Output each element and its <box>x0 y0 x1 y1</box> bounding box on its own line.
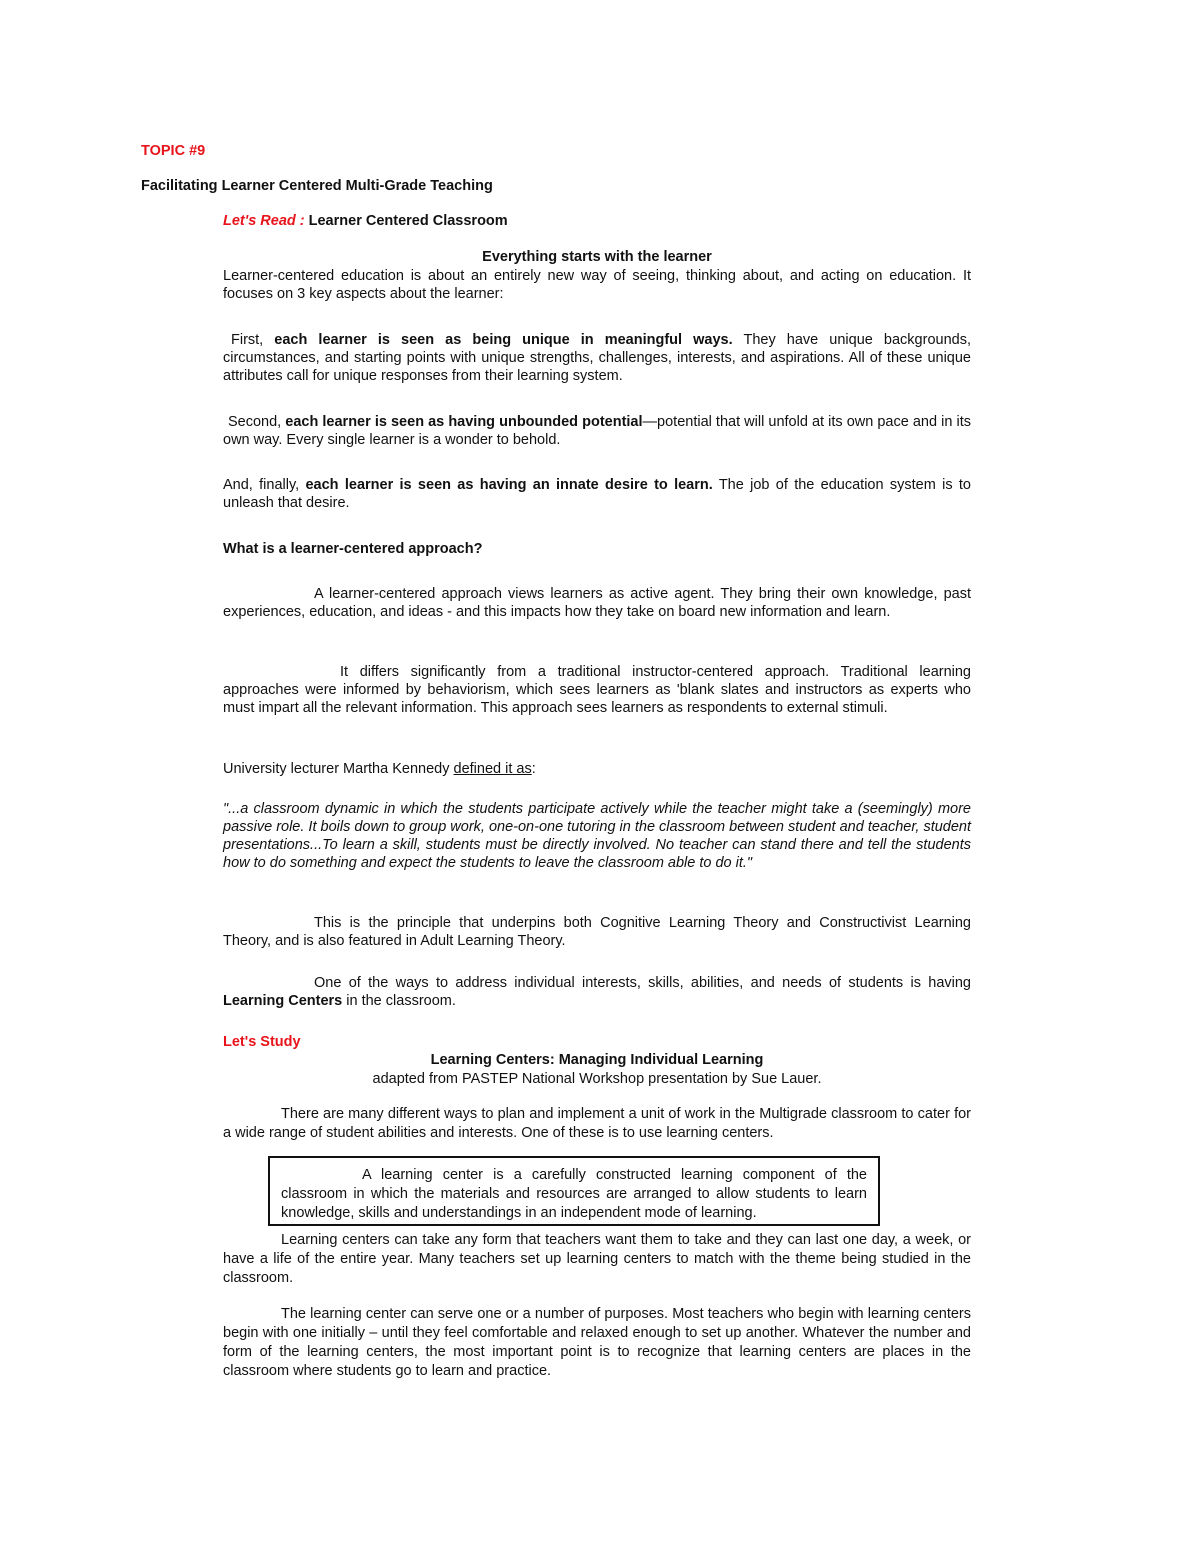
first-aspect-paragraph <box>223 331 971 385</box>
intro-paragraph: Learner-centered education is about an entirely new way of seeing, thinking about, and acting on education. It focuses on 3 key aspects about the learner: <box>223 268 971 302</box>
topic-label: TOPIC #9 <box>141 143 206 159</box>
first-rest: They have unique backgrounds, circumstances, and starting points with unique strengths, challenges, interests, and aspirations. All of these unique attributes call for unique responses from their learning system. <box>223 332 971 384</box>
third-aspect-paragraph <box>223 476 971 512</box>
learning-centers-lead: One of the ways to address individual interests, skills, abilities, and needs of students is having <box>314 975 971 991</box>
document-title: Facilitating Learner Centered Multi-Grade Teaching <box>141 178 493 194</box>
learning-centers-purpose-paragraph: The learning center can serve one or a number of purposes. Most teachers who begin with learning centers begin with one initially – until they feel comfortable and relaxed enough to set up another. Whatever the number and form of the learning centers, the most important point is to recognize that learning centers are places in the classroom where students go to learn and practice. <box>223 1306 971 1379</box>
definition-box-text: A learning center is a carefully constructed learning component of the classroom in which the materials and resources are arranged to allow students to learn knowledge, skills and understandings in an independent mode of learning. <box>281 1167 867 1221</box>
third-rest: The job of the education system is to unleash that desire. <box>223 477 971 511</box>
approach-paragraph-1: A learner-centered approach views learners as active agent. They bring their own knowledge, past experiences, education, and ideas - and this impacts how they take on board new information and learn. <box>223 586 971 620</box>
kennedy-line <box>223 760 971 778</box>
kennedy-quote: "...a classroom dynamic in which the students participate actively while the teacher might take a (seemingly) more passive role. It boils down to group work, one-on-one tutoring in the classroom between student and teacher, student presentations...To learn a skill, students must be directly involved. No teacher can stand there and tell the students how to do something and expect the students to leave the classroom able to do it." <box>223 801 972 871</box>
learning-centers-intro <box>223 974 971 1010</box>
first-bold: each learner is seen as being unique in meaningful ways. <box>274 332 733 348</box>
section-heading: Everything starts with the learner <box>482 249 712 265</box>
lets-read-title: Learner Centered Classroom <box>308 213 508 229</box>
multigrade-paragraph: There are many different ways to plan and implement a unit of work in the Multigrade classroom to cater for a wide range of student abilities and interests. One of these is to use learning centers. <box>223 1106 971 1141</box>
kennedy-lead: University lecturer Martha Kennedy <box>223 761 454 777</box>
third-lead: And, finally, <box>223 477 306 493</box>
lets-read-separator: : <box>295 213 309 229</box>
learning-centers-bold: Learning Centers <box>223 993 343 1009</box>
learning-centers-form-paragraph: Learning centers can take any form that teachers want them to take and they can last one day, a week, or have a life of the entire year. Many teachers set up learning centers to match with the theme being studied in the classroom. <box>223 1232 971 1286</box>
lets-study-label: Let's Study <box>223 1034 301 1050</box>
approach-question: What is a learner-centered approach? <box>223 541 483 557</box>
defined-it-as-link[interactable]: defined it as <box>453 761 532 777</box>
second-aspect-paragraph <box>223 413 971 449</box>
learning-centers-subheading: adapted from PASTEP National Workshop presentation by Sue Lauer. <box>372 1071 822 1087</box>
kennedy-colon: : <box>531 761 536 777</box>
second-lead: Second, <box>228 414 286 430</box>
lets-read-heading <box>223 212 508 230</box>
second-bold: each learner is seen as having unbounded potential <box>285 414 643 430</box>
learning-centers-rest: in the classroom. <box>342 993 456 1009</box>
third-bold: each learner is seen as having an innate desire to learn. <box>305 477 713 493</box>
first-lead: First, <box>231 332 275 348</box>
second-rest: —potential that will unfold at its own pace and in its own way. Every single learner is a wonder to behold. <box>223 414 971 448</box>
principle-paragraph: This is the principle that underpins both Cognitive Learning Theory and Constructivist Learning Theory, and is also featured in Adult Learning Theory. <box>223 915 971 949</box>
approach-paragraph-2: It differs significantly from a traditional instructor-centered approach. Traditional learning approaches were informed by behaviorism, which sees learners as 'blank slates and instructors as experts who must impart all the relevant information. This approach sees learners as respondents to external stimuli. <box>223 664 971 716</box>
lets-read-label: Let's Read <box>223 213 296 229</box>
learning-centers-heading: Learning Centers: Managing Individual Learning <box>430 1052 764 1068</box>
